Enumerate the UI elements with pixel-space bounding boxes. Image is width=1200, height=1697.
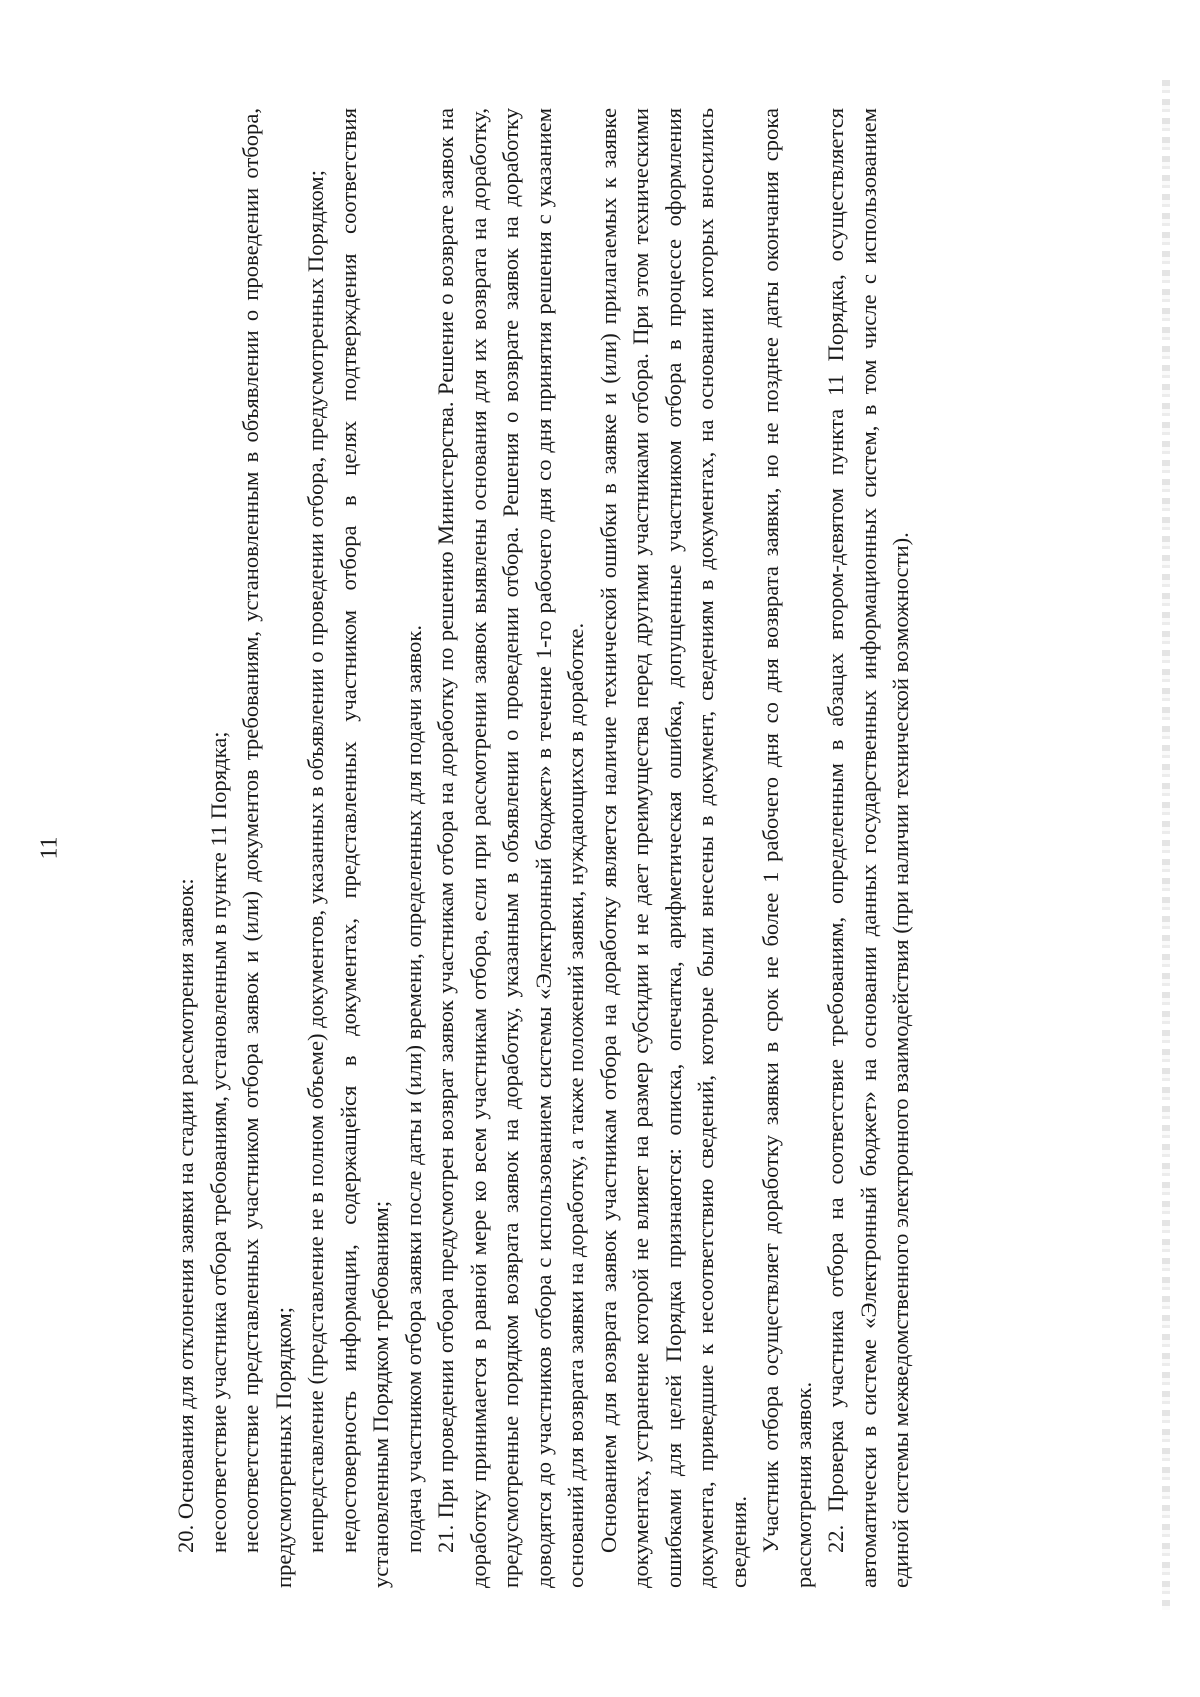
paragraph-22: 22. Проверка участника отбора на соответствие требованиям, определенным в абзацах втором-девятом пункта 11 Порядка, осуществляется автоматически в системе «Электронный бюджет» на основании данных государственных информационных систем, в том числе с использованием единой системы межведомственного электронного взаимодействия (при наличии технической возможности).	[823, 108, 913, 1588]
paragraph-item: несоответствие представленных участником отбора заявок и (или) документов требованиям, установленным в объявлении о проведении отбора, предусмотренных Порядком;	[238, 108, 296, 1588]
paragraph-rework-deadline: Участник отбора осуществляет доработку заявки в срок не более 1 рабочего дня со дня возврата заявки, но не позднее даты окончания срока рассмотрения заявок.	[758, 108, 816, 1588]
paragraph-item: подача участником отбора заявки после даты и (или) времени, определенных для подачи заявок.	[400, 624, 426, 1553]
paragraph-item: недостоверность информации, содержащейся в документах, представленных участником отбора в целях подтверждения соответствия установленным Порядком требованиям;	[335, 108, 393, 1588]
document-body	[170, 108, 1030, 1588]
paragraph-item: несоответствие участника отбора требованиям, установленным в пункте 11 Порядка;	[205, 731, 231, 1553]
paragraph-technical-errors: Основанием для возврата заявок участникам отбора на доработку является наличие технической ошибки в заявке и (или) прилагаемых к заявке документах, устранение которой не влияет на размер субсидии и не дает преимущества перед другими участниками отбора. При этом техническими ошибками для целей Порядка признаются: описка, опечатка, арифметическая ошибка, допущенные участником отбора в процессе оформления документа, приведшие к несоответствию сведений, которые были внесены в документ, сведениям в документах, на основании которых вносились сведения.	[595, 108, 751, 1588]
paragraph-item: непредставление (представление не в полном объеме) документов, указанных в объявлении о проведении отбора, предусмотренных Порядком;	[303, 170, 328, 1553]
paragraph-20-heading: 20. Основания для отклонения заявки на стадии рассмотрения заявок:	[173, 878, 198, 1553]
paragraph-21: 21. При проведении отбора предусмотрен возврат заявок участникам отбора на доработку по решению Министерства. Решение о возврате заявок на доработку принимается в равной мере ко всем участникам отбора, если при рассмотрении заявок выявлены основания для их возврата на доработку, предусмотренные порядком возврата заявок на доработку, указанным в объявлении о проведении отбора. Решения о возврате заявок на доработку доводятся до участников отбора с использованием системы «Электронный бюджет» в течение 1-го рабочего дня со дня принятия решения с указанием оснований для возврата заявки на доработку, а также положений заявки, нуждающихся в доработке.	[433, 108, 588, 1588]
page-number: 11	[36, 836, 63, 860]
scan-artifact-strip	[1162, 80, 1170, 1610]
